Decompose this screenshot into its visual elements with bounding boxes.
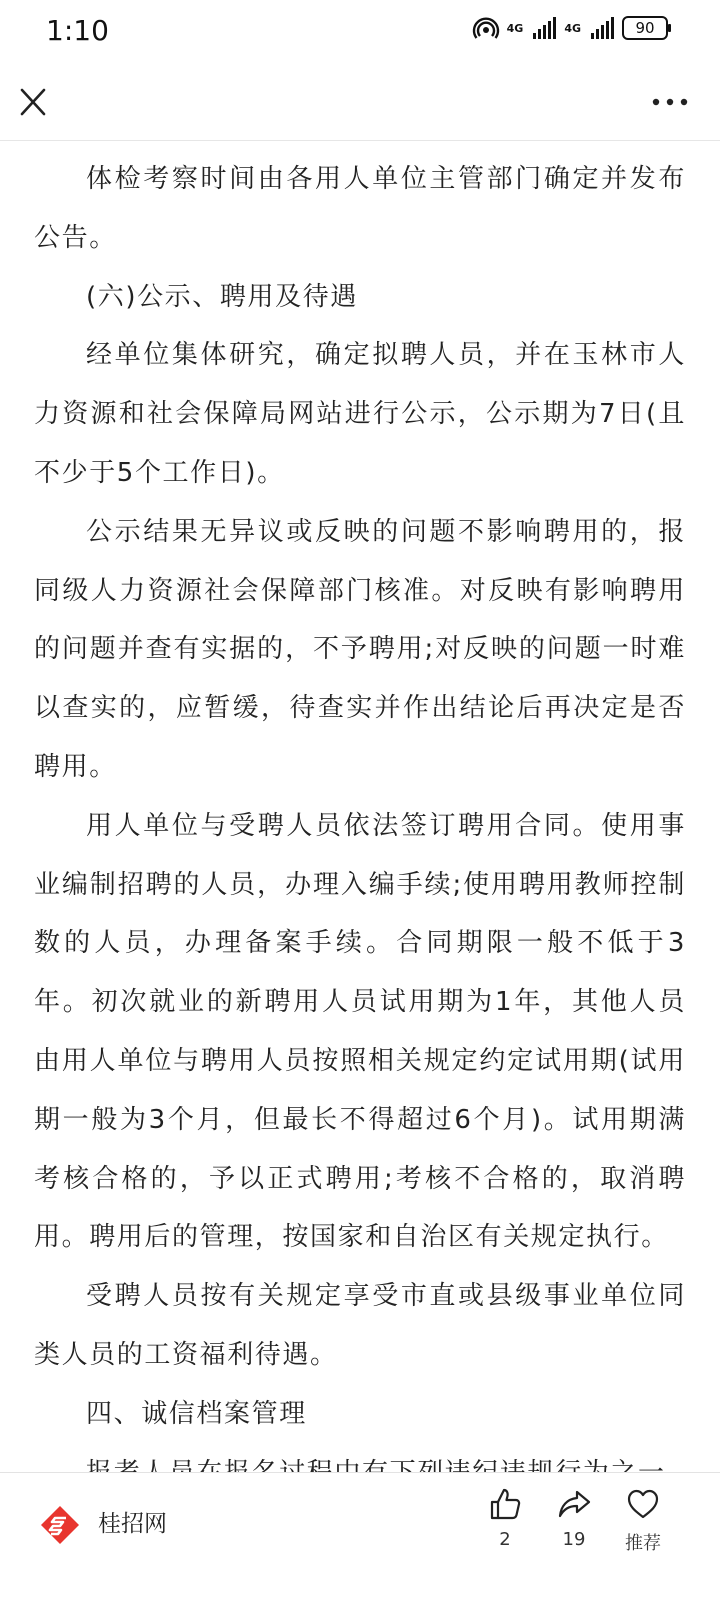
brand-logo-icon[interactable] (40, 1505, 80, 1545)
status-icons (473, 16, 668, 40)
article-body (0, 150, 720, 1472)
share-button[interactable] (539, 1487, 609, 1550)
section-heading-6: (六)公示、聘用及待遇 (86, 281, 358, 312)
share-count: 19 (562, 1529, 586, 1550)
battery-icon: 90 (622, 16, 668, 40)
network-type-2: 4G (564, 21, 581, 35)
status-time: 1:10 (46, 14, 109, 47)
paragraph-3: 公示结果无异议或反映的问题不影响聘用的，报同级人力资源社会保障部门核准。对反映有影响聘用的问题并查有实据的，不予聘用;对反映的问题一时难以查实的，应暂缓，待查实并作出结论后再决定是否聘用。 (34, 516, 686, 782)
share-icon (557, 1487, 591, 1521)
brand-name[interactable]: 桂招网 (98, 1511, 167, 1537)
recommend-button[interactable] (608, 1487, 678, 1555)
section-heading-4: 四、诚信档案管理 (86, 1398, 307, 1429)
close-icon[interactable] (18, 84, 48, 120)
paragraph-5: 受聘人员按有关规定享受市直或县级事业单位同类人员的工资福利待遇。 (34, 1281, 686, 1370)
signal-icon (533, 17, 556, 39)
like-button[interactable] (470, 1487, 540, 1550)
signal-icon-2 (591, 17, 614, 39)
bottom-bar (0, 1472, 720, 1601)
thumbs-up-icon (488, 1487, 522, 1521)
status-bar (0, 0, 720, 64)
like-count: 2 (499, 1529, 511, 1550)
paragraph-1: 体检考察时间由各用人单位主管部门确定并发布公告。 (34, 164, 686, 253)
paragraph-2: 经单位集体研究，确定拟聘人员，并在玉林市人力资源和社会保障局网站进行公示，公示期为7日(且不少于5个工作日)。 (34, 340, 686, 488)
heart-icon (626, 1487, 660, 1521)
paragraph-4: 用人单位与受聘人员依法签订聘用合同。使用事业编制招聘的人员，办理入编手续;使用聘用教师控制数的人员，办理备案手续。合同期限一般不低于3年。初次就业的新聘用人员试用期为1年，其他人员由用人单位与聘用人员按照相关规定约定试用期(试用期一般为3个月，但最长不得超过6个月)。试用期满考核合格的，予以正式聘用;考核不合格的，取消聘用。聘用后的管理，按国家和自治区有关规定执行。 (34, 810, 686, 1253)
hotspot-icon (473, 16, 499, 40)
network-type-1: 4G (506, 21, 524, 35)
recommend-label: 推荐 (625, 1533, 661, 1554)
more-options-icon[interactable] (650, 84, 690, 120)
top-nav-bar (0, 64, 720, 141)
